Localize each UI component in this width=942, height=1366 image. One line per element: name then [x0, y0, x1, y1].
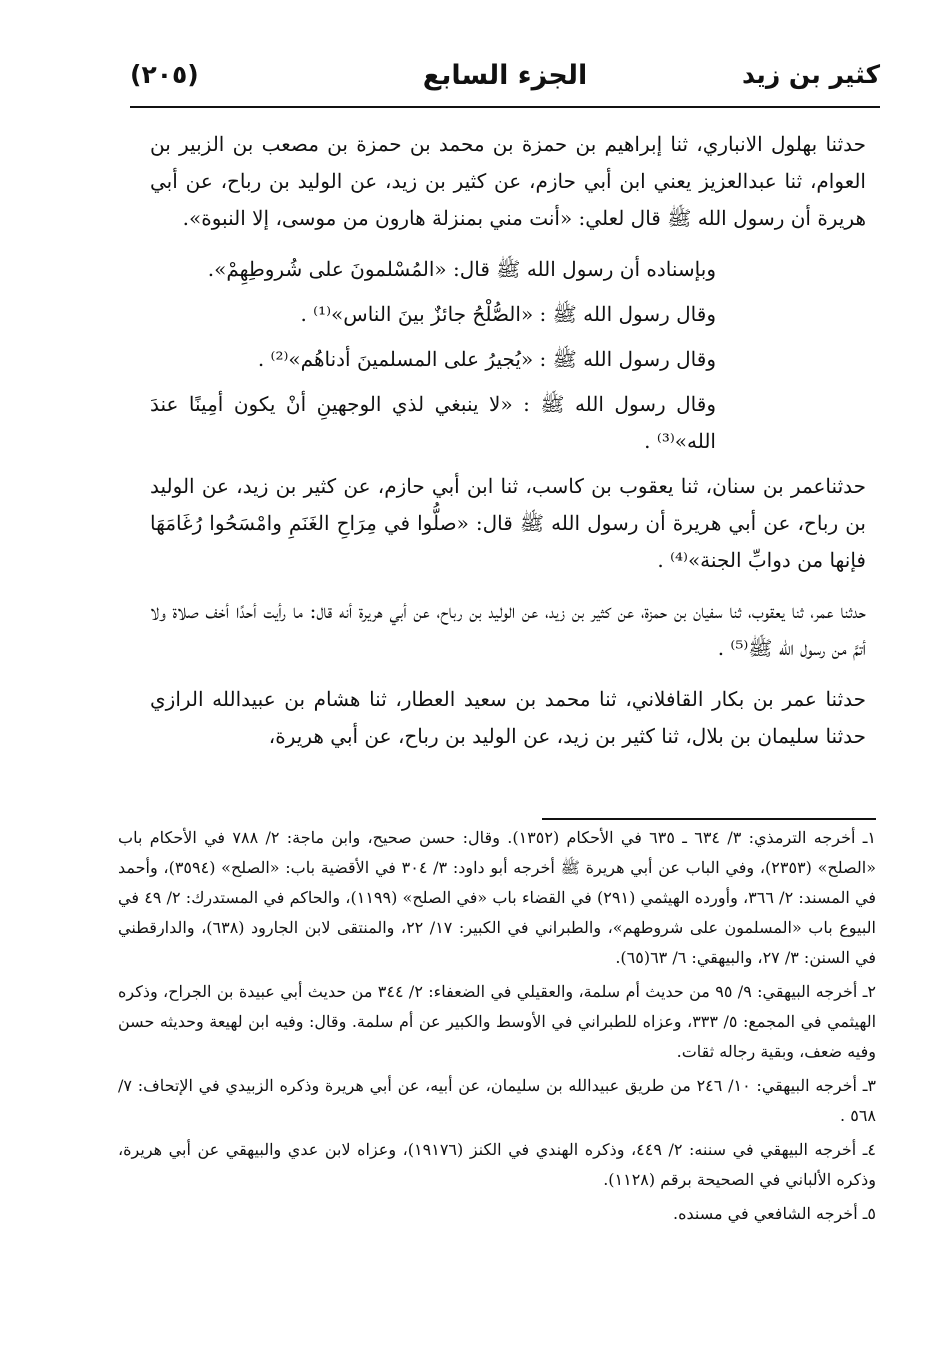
- hadith-paragraph-8: حدثنا عمر بن بكار القافلاني، ثنا محمد بن سعيد العطار، ثنا هشام بن عبيدالله الرازي حدثنا سليمان بن بلال، ثنا كثير بن زيد، عن الوليد بن رباح، عن أبي هريرة،: [150, 687, 866, 748]
- hadith-line-5: وقال رسول الله ﷺ : «لا ينبغي لذي الوجهينِ أنْ يكون أمِينًا عندَ الله»⁽³⁾ .: [150, 392, 716, 453]
- hadith-line-3: وقال رسول الله ﷺ : «الصُّلْحُ جائزٌ بينَ الناس»⁽¹⁾ .: [300, 302, 716, 326]
- footnotes: [118, 823, 876, 1233]
- hadith-paragraph-1: حدثنا بهلول الانباري، ثنا إبراهيم بن حمزة بن محمد بن حمزة بن مصعب بن الزبير بن العوام، ثنا عبدالعزيز يعني ابن أبي حازم، عن كثير بن زيد، عن الوليد بن رباح، عن أبي هريرة أن رسول الله ﷺ قال لعلي: «أنت مني بمنزلة هارون من موسى، إلا النبوة».: [150, 132, 867, 230]
- hadith-line-2: وبإسناده أن رسول الله ﷺ قال: «المُسْلمونَ على شُروطِهِمْ».: [207, 257, 716, 281]
- hadith-paragraph-7: حدثنا عمر، ثنا يعقوب، ثنا سفيان بن حمزة، عن كثير بن زيد، عن الوليد بن رباح، عن أبي هريرة أنه قال: ما رأيت أحدًا أخف صلاة ولا أتمَّ من رسول الله ﷺ⁽⁵⁾ .: [150, 599, 866, 660]
- footnote-4: ٤ـ أخرجه البيهقي في سننه: ٢/ ٤٤٩، وذكره الهندي في الكنز (١٩١٧٦)، وعزاه لابن عدي والبيهقي عن أبي هريرة، وذكره الألباني في الصحيحة برقم (١١٢٨).: [118, 1140, 876, 1189]
- footnote-2: ٢ـ أخرجه البيهقي: ٩/ ٩٥ من حديث أم سلمة، والعقيلي في الضعفاء: ٢/ ٣٤٤ من حديث أبي عبيدة بن الجراح، وذكره الهيثمي في المجمع: ٥/ ٣٣٣، وعزاه للطبراني في الأوسط والكبير عن أم سلمة. وقال: وفيه ابن لهيعة وحديثه حسن وفيه ضعف، وبقية رجاله ثقات.: [118, 982, 877, 1061]
- footnote-5: ٥ـ أخرجه الشافعي في مسنده.: [673, 1204, 876, 1223]
- running-title: كثير بن زيد: [741, 60, 880, 89]
- footnote-3: ٣ـ أخرجه البيهقي: ١٠/ ٢٤٦ من طريق عبيدالله بن سليمان، عن أبيه، عن أبي هريرة وذكره الزبيدي في الإتحاف: ٧/ ٥٦٨ .: [118, 1076, 877, 1125]
- page-number: (٢٠٥): [130, 60, 199, 89]
- hadith-line-4: وقال رسول الله ﷺ : «يُجيرُ على المسلمينَ أدناهُم»⁽²⁾ .: [257, 347, 716, 371]
- volume-title: الجزء السابع: [422, 60, 588, 91]
- hadith-paragraph-6: حدثناعمر بن سنان، ثنا يعقوب بن كاسب، ثنا ابن أبي حازم، عن كثير بن زيد، عن الوليد بن رباح، عن أبي هريرة أن رسول الله ﷺ قال: «صلُّوا في مِرَاحِ الغَنَمِ وامْسَحُوا رُغَامَهَا فإنها من دوابِّ الجنة»⁽⁴⁾ .: [150, 474, 866, 572]
- footnote-1: ١ـ أخرجه الترمذي: ٣/ ٦٣٤ ـ ٦٣٥ في الأحكام (١٣٥٢). وقال: حسن صحيح، وابن ماجة: ٢/ ٧٨٨ في الأحكام باب «الصلح» (٢٣٥٣)، وفي الباب عن أبي هريرة ﷺ أخرجه أبو داود: ٣/ ٣٠٤ في الأقضية باب: «الصلح» (٣٥٩٤)، وأحمد في المسند: ٢/ ٣٦٦، وأورده الهيثمي (٢٩١) في القضاء باب «في الصلح» (١١٩٩)، والحاكم في المستدرك: ٢/ ٤٩ في البيوع باب «المسلمون على شروطهم»، والطبراني في الكبير: ١٧/ ٢٢، والمنتقى لابن الجارود (٦٣٨)، والدارقطني في السنن: ٣/ ٢٧، والبيهقي: ٦/ ٦٣(٦٥).: [118, 828, 877, 967]
- main-text: [150, 126, 866, 769]
- page-header: [130, 56, 880, 108]
- footnote-divider: [542, 818, 876, 820]
